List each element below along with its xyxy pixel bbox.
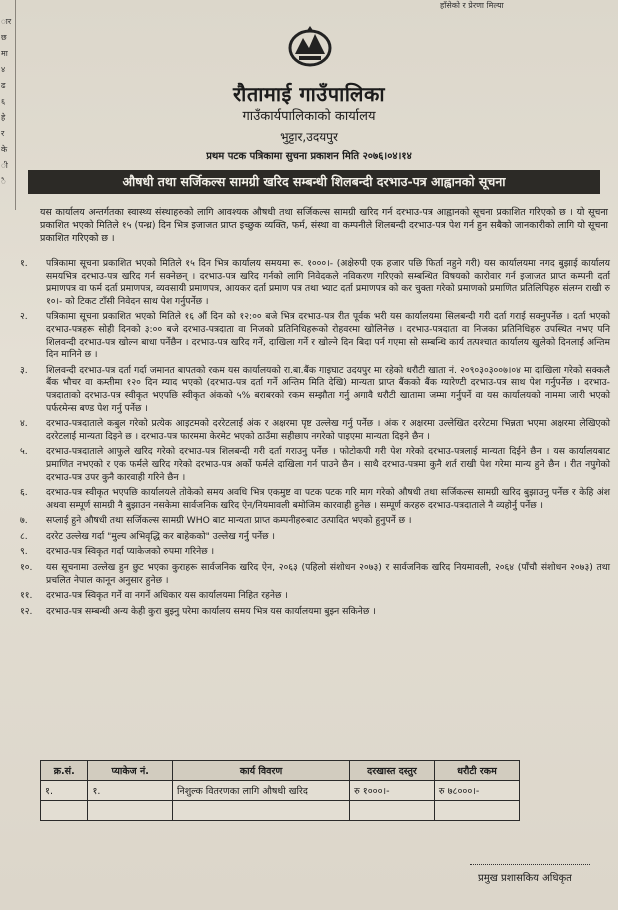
table-cell xyxy=(172,801,349,821)
list-item xyxy=(20,418,610,443)
fragment-line: छ xyxy=(1,33,7,42)
column-header: दरखास्त दस्तुर xyxy=(350,761,435,781)
fragment-line: र xyxy=(1,129,5,138)
item-number: ७. xyxy=(20,515,28,527)
list-item xyxy=(20,365,610,415)
item-number: २. xyxy=(20,311,28,323)
item-text: दरभाउ-पत्र स्विकृत गर्दा प्याकेजको रुपमा गरिनेछ । xyxy=(46,546,215,558)
fragment-line: ै xyxy=(1,177,6,186)
item-number: ८. xyxy=(20,530,28,542)
list-item xyxy=(20,562,610,587)
list-item xyxy=(20,487,610,512)
column-header: धरौटी रकम xyxy=(434,761,519,781)
table-cell xyxy=(88,801,173,821)
table-cell xyxy=(434,801,519,821)
publish-date: प्रथम पटक पत्रिकामा सुचना प्रकाशन मिति २०७६।०४।१४ xyxy=(206,151,412,162)
item-number: ६. xyxy=(20,487,28,499)
office-name: गाउँकार्यपालिकाको कार्यालय xyxy=(242,109,376,124)
item-text: दरभाउ-पत्रदाताले कबुल गरेको प्रत्येक आइटमको दररेटलाई अंक र अक्षरमा पृष्ट उल्लेख गर्नु पर्नेछ । अंक र अक्षरमा उल्लेखित दररेटमा भिन्नता भएमा अक्षरमा लेखिएको दररेटलाई मान्यता दिइने छ । दरभाउ-पत्र फारममा केरमेट भएको ठाउँमा सहीछाप नगरेको पाइएमा मान्यता दिइने छैन । xyxy=(46,418,610,442)
fragment-line: हे xyxy=(1,113,6,122)
office-address: भुट्टार,उदयपुर xyxy=(280,130,338,144)
nepal-emblem-icon xyxy=(285,22,335,68)
item-text: दरभाउ-पत्र स्वीकृत भएपछि कार्यालयले तोकेको समय अवधि भित्र एकमुष्ट वा पटक पटक गरि माग गरेको औषधी तथा सर्जिकल्स सामग्री खरिद बुझाउनु पर्नेछ र केहि अंश अथवा सम्पूर्ण सामग्री नै बुझाउन नसकेमा सार्वजनिक खरिद ऐन/नियमावली बमोजिम कारवाही हुनेछ । सम्पूर्ण करहरु दरभाउ-पत्रदाताले नै व्यहोर्नु पर्नेछ । xyxy=(46,487,610,511)
list-item xyxy=(20,446,610,484)
item-text: दरभाउ-पत्र स्विकृत गर्ने वा नगर्ने अधिकार यस कार्यालयमा निहित रहनेछ । xyxy=(46,590,288,602)
item-text: दररेट उल्लेख गर्दा "मुल्य अभिवृद्धि कर बाहेकको" उल्लेख गर्नु पर्नेछ । xyxy=(46,530,275,542)
item-text: दरभाउ-पत्रदाताले आफुले खरिद गरेको दरभाउ-पत्र शिलबन्दी गरी दर्ता गराउनु पर्नेछ । फोटोकपी गरी पेश गरेको दरभाउ-पत्रलाई मान्यता दिईने छैन । यस कार्यालयबाट प्रमाणित नभएको र एक फर्मले खरिद गरेको दरभाउ-पत्र अर्को फर्मले दाखिला गर्न पाउने छैन । साथै दरभाउ-पत्रमा कुनै शर्त राखी पेश गरेमा मान्य हुने छैन । रीत नपुगेको दरभाउ-पत्र उपर कुनै कारवाही गरिने छैन । xyxy=(46,446,610,483)
item-number: ५. xyxy=(20,446,28,458)
list-item xyxy=(20,531,610,544)
table-cell: १. xyxy=(88,781,173,801)
list-item xyxy=(20,311,610,361)
fragment-line: ार xyxy=(1,17,12,26)
fragment-line: के xyxy=(1,145,8,154)
list-item xyxy=(20,606,610,619)
table-header-row xyxy=(41,761,520,781)
fragment-line: ६ xyxy=(1,97,6,106)
item-text: शिलवन्दी दरभाउ-पत्र दर्ता गर्दा जमानत बापतको रकम यस कार्यालयको रा.बा.बैंक गाइघाट उदयपुर मा रहेको धरौटी खाता नं. २०९०३०३००७।०४ मा दाखिला गरेको सक्कलै बैंक भौचर वा कम्तीमा १२० दिन म्याद भएको (दरभाउ-पत्र दर्ता गर्ने अन्तिम मिति देखि) मान्यता प्राप्त बैंकको बैंक ग्यारेण्टी दरभाउ-पत्र साथ पेश गर्नुपर्नेछ । दरभाउ-पत्रदाताको दरभाउ-पत्र स्वीकृत भएपछि स्वीकृत अंकको ५% बराबरको रकम सम्झौता गर्नु अगावै धरौटी खातामा जम्मा गर्नुपर्ने वा यस कार्यालयको नाममा जारी भएको पर्फरमेन्स बण्ड पेश गर्नु पर्नेछ । xyxy=(46,364,610,414)
rate-table xyxy=(40,760,520,821)
item-number: ३. xyxy=(20,364,28,376)
list-item xyxy=(20,258,610,308)
municipality-name: रौतामाई गाउँपालिका xyxy=(232,82,386,106)
notice-title: औषधी तथा सर्जिकल्स सामग्री खरिद सम्बन्धी शिलबन्दी दरभाउ-पत्र आह्वानको सूचना xyxy=(28,170,600,194)
item-number: ११. xyxy=(20,590,33,602)
table-cell: रु ७८०००।- xyxy=(434,781,519,801)
table-row xyxy=(41,801,520,821)
fragment-line: ४ xyxy=(1,65,6,74)
item-number: १. xyxy=(20,258,28,269)
signatory-title: प्रमुख प्रशासकिय अधिकृत xyxy=(478,873,572,884)
item-text: पत्रिकामा सूचना प्रकाशित भएको मितिले १५ दिन भित्र कार्यालय समयमा रू. १०००।- (अक्षेरुपी एक हजार पछि फिर्ता नहुने गरी) यस कार्यालयमा नगद बुझाई कार्यालय समयभित्र दरभाउ-पत्र खरिद गर्न सक्नेछन् । दरभाउ-पत्र खरिद गर्नको लागि निवेदकले नविकरण गरिएको सम्बन्धित विषयको कारोवार गर्न इजाजत प्राप्त कम्पनी दर्ता प्रमाणपत्र वा फर्म दर्ता प्रमाणपत्र, व्यवसायी प्रमाणपत्र, आयकर दर्ता प्रमाण पत्र तथा भ्याट दर्ता प्रमाणपत्र को कर चुक्ता गरेको प्रमाणको प्रमाणित प्रतिलिपिहरु संलग्न राखी रु १०।- को टिकट टाँसी निवेदन साथ पेश गर्नुपर्नेछ । xyxy=(46,258,610,307)
list-item xyxy=(20,590,610,603)
list-item xyxy=(20,515,610,528)
column-header: प्याकेज नं. xyxy=(88,761,173,781)
table-cell: रु १०००।- xyxy=(350,781,435,801)
column-header: कार्य विवरण xyxy=(172,761,349,781)
notice-items xyxy=(20,258,610,621)
column-header: क्र.सं. xyxy=(41,761,88,781)
fragment-line: मा xyxy=(1,49,8,58)
table-cell xyxy=(350,801,435,821)
table-row xyxy=(41,781,520,801)
item-number: ९. xyxy=(20,546,28,558)
item-number: ४. xyxy=(20,418,28,430)
fragment-line: ी xyxy=(1,161,8,170)
item-text: सप्लाई हुने औषधी तथा सर्जिकल्स सामग्री WHO बाट मान्यता प्राप्त कम्पनीहरुबाट उत्पादित भएको हुनुपर्ने छ । xyxy=(46,515,412,527)
list-item xyxy=(20,546,610,559)
notice-intro: यस कार्यालय अन्तर्गतका स्वास्थ्य संस्थाहरुको लागि आवश्यक औषधी तथा सर्जिकल्स सामग्री खरिद गर्न दरभाउ-पत्र आह्वानको सूचना प्रकाशित गरिएको छ । यो सूचना प्रकाशित भएको मितिले १५ (पन्ध्र) दिन भित्र इजाजत प्राप्त इच्छुक व्यक्ति, फर्म, संस्था वा कम्पनीले शिलबन्दी दरभाउ-पत्र पेश गर्न हुन सबैको जानकारीको लागि यो सूचना प्रकाशित गरिएको छ । xyxy=(40,207,608,244)
item-text: पत्रिकामा सूचना प्रकाशित भएको मितिले १६ औं दिन को १२:०० बजे भित्र दरभाउ-पत्र रीत पूर्वक भरी यस कार्यालयमा सिलबन्दी गरी दर्ता गराई सक्नुपर्नेछ । दर्ता भएको दरभाउ-पत्रहरू सोही दिनको ३:०० बजे दरभाउ-पत्रदाता वा निजको प्रतिनिधिहरूको रोहवरमा खोलिनेछ । दरभाउ-पत्रदाता वा निजका प्रतिनिधिहरु उपस्थित नभए पनि शिलवन्दी दरभाउ-पत्र खोल्न बाधा पर्नेछैन । दरभाउ-पत्र खरिद गर्ने, दाखिला गर्ने र खोल्ने दिन बिदा पर्न गएमा सो सम्बन्धि कार्य तत्पश्चात कार्यालय खुलेको दिनलाई अन्तिम दिन मानिने छ । xyxy=(46,311,610,361)
item-number: १२. xyxy=(20,605,33,617)
signature-line xyxy=(470,864,590,865)
table-cell: निशुल्क वितरणका लागि औषधी खरिद xyxy=(172,781,349,801)
table-cell xyxy=(41,801,88,821)
item-text: दरभाउ-पत्र सम्बन्धी अन्य केही कुरा बुझ्नु परेमा कार्यालय समय भित्र यस कार्यालयमा बुझ्न सकिनेछ । xyxy=(46,605,376,617)
fragment-line: ढ xyxy=(1,81,6,90)
table-cell: १. xyxy=(41,781,88,801)
item-text: यस सूचनामा उल्लेख हुन छुट भएका कुराहरू सार्वजनिक खरिद ऐन, २०६३ (पहिलो संशोधन २०७३) र सार्वजनिक खरिद नियमावली, २०६४ (पाँचौ संशोधन २०७३) तथा प्रचलित नेपाल कानून अनुसार हुनेछ । xyxy=(46,562,610,586)
item-number: १०. xyxy=(20,562,33,574)
adjacent-column-fragment: हाँसेको र प्रेरणा मिल्या xyxy=(440,1,504,10)
